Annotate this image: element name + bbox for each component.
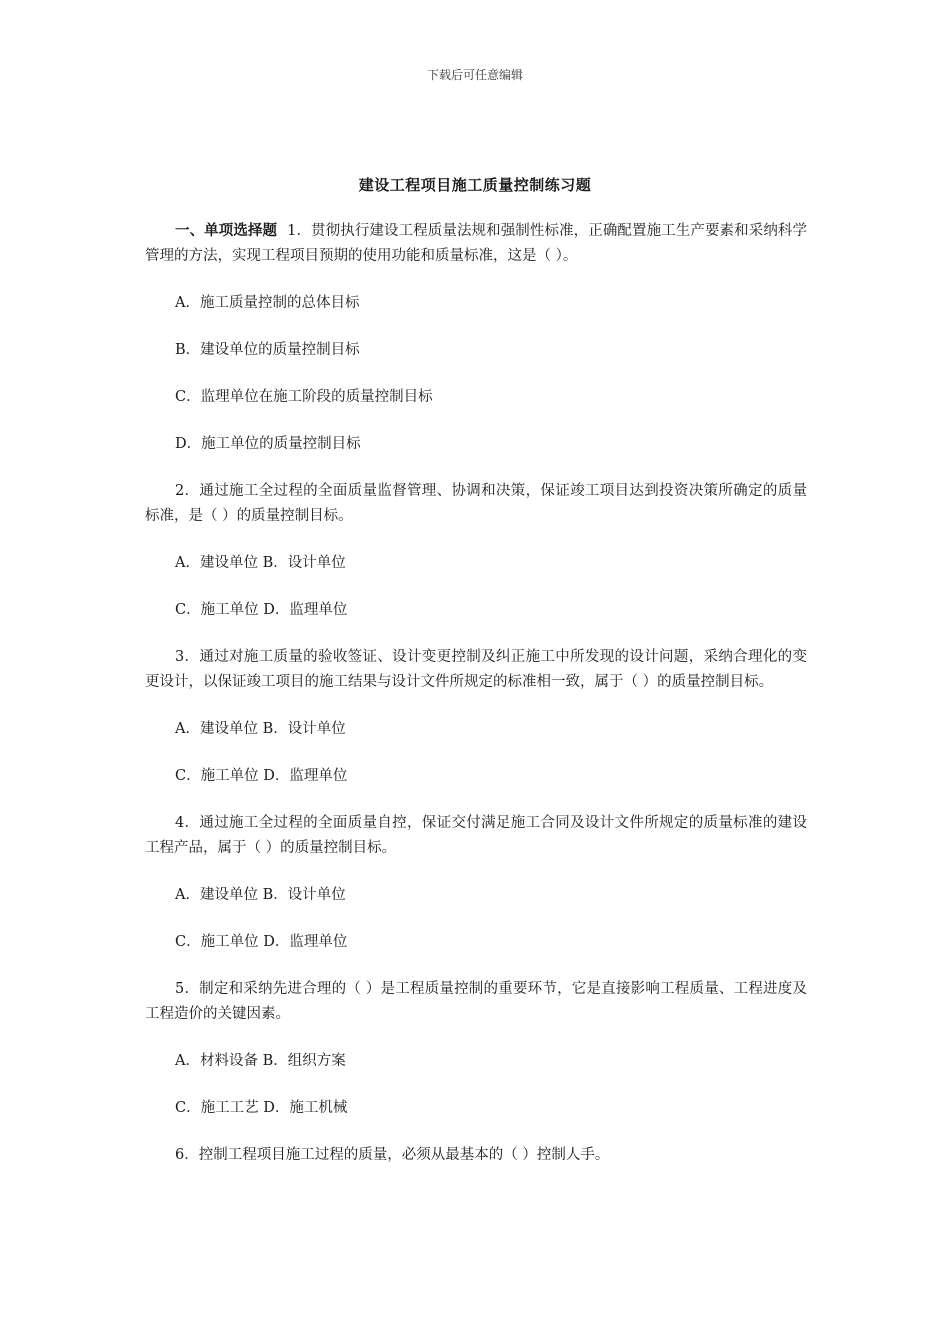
document-title: 建设工程项目施工质量控制练习题 [358,176,592,194]
header-note: 下载后可任意编辑 [426,68,523,82]
question-6: 6．控制工程项目施工过程的质量，必须从最基本的（ ）控制人手。 [175,1147,610,1163]
option: C．施工单位 D．监理单位 [175,934,348,950]
question-2: 2．通过施工全过程的全面质量监督管理、协调和决策，保证竣工项目达到投资决策所确定的质量标准，是（ ）的质量控制目标。 [145,483,807,524]
question-text: 1．贯彻执行建设工程质量法规和强制性标准，正确配置施工生产要素和采纳科学管理的方法，实现工程项目预期的使用功能和质量标准，这是（ ）。 [145,223,808,264]
option: A．施工质量控制的总体目标 [175,295,360,311]
option: C．施工单位 D．监理单位 [175,602,348,618]
option: C．施工单位 D．监理单位 [175,768,348,784]
option: A．建设单位 B．设计单位 [175,721,346,737]
question-4: 4．通过施工全过程的全面质量自控，保证交付满足施工合同及设计文件所规定的质量标准的建设工程产品，属于（ ）的质量控制目标。 [145,815,807,856]
option: B．建设单位的质量控制目标 [175,342,360,358]
question-5: 5．制定和采纳先进合理的（ ）是工程质量控制的重要环节，它是直接影响工程质量、工程进度及工程造价的关键因素。 [145,981,807,1022]
section-heading: 一、单项选择题 [175,222,278,239]
option: A．建设单位 B．设计单位 [175,887,346,903]
option: D．施工单位的质量控制目标 [175,436,361,452]
option: A．材料设备 B．组织方案 [175,1053,346,1069]
option: C．监理单位在施工阶段的质量控制目标 [175,389,433,405]
question-1 [145,218,807,269]
document-body [145,218,807,1190]
option: A．建设单位 B．设计单位 [175,555,346,571]
option: C．施工工艺 D．施工机械 [175,1100,348,1116]
question-3: 3．通过对施工质量的验收签证、设计变更控制及纠正施工中所发现的设计问题，采纳合理化的变更设计，以保证竣工项目的施工结果与设计文件所规定的标准相一致，属于（ ）的质量控制目标。 [145,649,807,690]
